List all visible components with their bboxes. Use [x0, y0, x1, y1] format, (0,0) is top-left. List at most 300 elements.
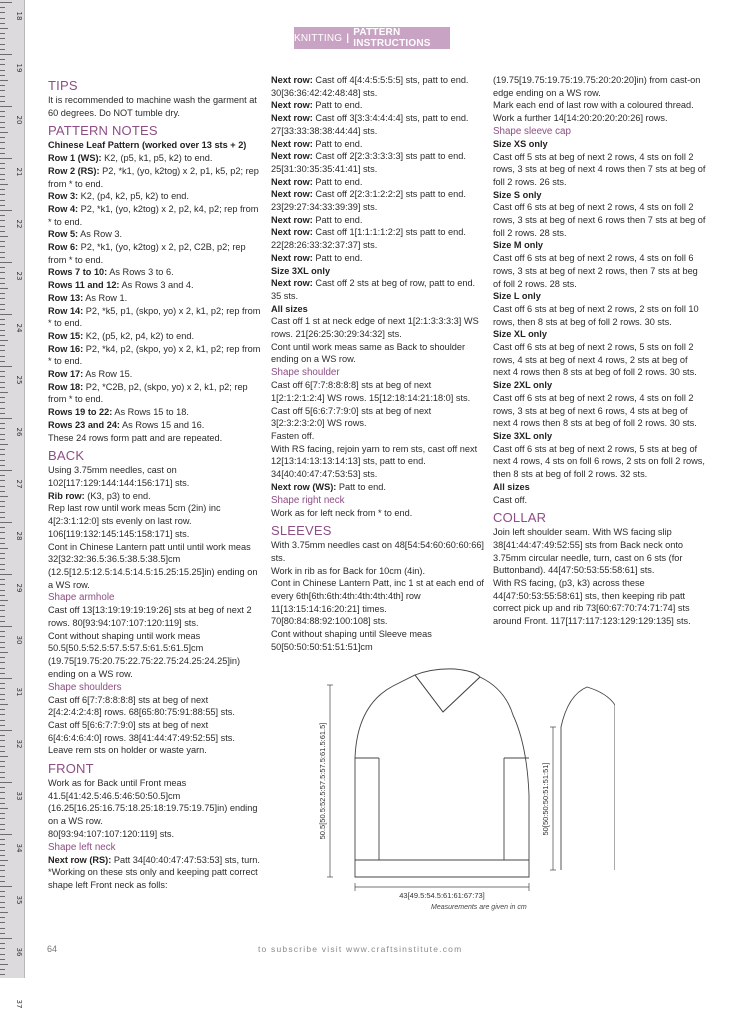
ruler-tick — [0, 96, 5, 97]
row-text: Cast off 2 sts at beg of row, patt to end. 35 sts. — [271, 278, 476, 301]
ruler-tick — [0, 236, 8, 237]
ruler-tick — [0, 777, 5, 778]
ruler-tick — [0, 974, 5, 975]
paragraph: Using 3.75mm needles, cast on 102[117:129:144:144:156:171] sts. — [48, 465, 190, 488]
row-label: Row 6: — [48, 242, 79, 253]
row-label: Next row: — [271, 100, 313, 111]
ruler-tick — [0, 964, 8, 965]
row-text: Cast off 4[4:4:5:5:5:5] sts, patt to end. 30[36:36:42:42:48:48] sts. — [271, 75, 469, 98]
paragraph: 80[93:94:107:107:120:119] sts. — [48, 828, 175, 839]
paragraph: Cast off 6[7:7:8:8:8:8] sts at beg of next 2[4:2:4:2:4:8] rows. 68[65:80:75:91:88:55] sts. — [48, 694, 235, 718]
ruler-tick — [0, 735, 5, 736]
paragraph: Cont without shaping until work meas 50.5[50.5:52.5:57.5:57.5:61.5:61.5]cm (19.75[19.75:20.75:22.75:22.75:24.25:24.25]in) ending on a WS row. — [48, 630, 241, 679]
bold-line: Size S only — [493, 189, 542, 200]
row-label: Next row: — [271, 252, 313, 263]
ruler-tick — [0, 959, 5, 960]
ruler-tick — [0, 631, 5, 632]
ruler-tick — [0, 621, 5, 622]
bold-line: Size 3XL only — [493, 430, 553, 441]
subheading: Shape armhole — [48, 592, 115, 604]
ruler-tick — [0, 725, 5, 726]
ruler-tick — [0, 220, 5, 221]
page-number: 64 — [47, 944, 58, 954]
ruler-tick — [0, 283, 5, 284]
ruler-tick — [0, 512, 5, 513]
ruler-tick — [0, 683, 5, 684]
ruler-number: 28 — [15, 531, 23, 541]
bold-line: Size M only — [493, 240, 544, 251]
measurements-note: Measurements are given in cm — [431, 904, 527, 911]
instruction-row — [48, 203, 262, 228]
instruction-row — [271, 176, 484, 189]
row-label: Rows 19 to 22: — [48, 407, 113, 418]
ruler-tick — [0, 246, 5, 247]
ruler-tick — [0, 293, 5, 294]
ruler-number: 19 — [15, 63, 23, 73]
ruler-tick — [0, 756, 8, 757]
ruler-tick — [0, 850, 5, 851]
instruction-row — [48, 241, 262, 266]
instruction-row — [48, 190, 262, 203]
instruction-row — [48, 368, 262, 381]
column-left — [48, 74, 262, 892]
ruler-tick — [0, 948, 5, 949]
instruction-row — [48, 152, 262, 165]
row-text: Patt to end. — [336, 481, 386, 492]
ruler-tick — [0, 272, 5, 273]
ruler-tick — [0, 839, 5, 840]
ruler-tick — [0, 49, 5, 50]
ruler-tick — [0, 668, 5, 669]
ruler-tick — [0, 870, 5, 871]
ruler-tick — [0, 350, 5, 351]
ruler-tick — [0, 153, 5, 154]
ruler-tick — [0, 142, 5, 143]
ruler-tick — [0, 818, 5, 819]
row-text: P2, *k4, p2, (skpo, yo) x 2, k1, p2; rep from * to end. — [48, 343, 261, 367]
paragraph: Cast off 6 sts at beg of next 2 rows, 5 sts on foll 2 rows, 4 sts at beg of next 4 rows, 2 sts at beg of next 4 rows then 8 sts at beg of foll 2 rows. 30 sts. — [493, 342, 697, 378]
ruler-tick — [0, 891, 5, 892]
ruler-tick — [0, 194, 5, 195]
ruler-tick — [0, 148, 5, 149]
ruler-tick — [0, 517, 5, 518]
garment-schematic — [315, 665, 615, 915]
ruler-tick — [0, 584, 5, 585]
ruler-tick — [0, 278, 5, 279]
subheading: Shape left neck — [48, 841, 116, 853]
row-text: As Row 3. — [78, 229, 123, 240]
ruler-tick — [0, 44, 5, 45]
ruler-tick — [0, 798, 5, 799]
paragraph: Cont in Chinese Lantern patt until until work meas 32[32:32:36.5:36.5:38.5:38.5]cm (12.5[12.5:12.5:14.5:14.5:15.25:15.25]in) ending on a WS row. — [48, 541, 258, 590]
row-text: K2, (p5, k2, p4, k2) to end. — [83, 330, 195, 341]
ruler-tick — [0, 210, 12, 211]
ruler-tick — [0, 189, 5, 190]
ruler-tick — [0, 662, 5, 663]
ruler-tick — [0, 439, 5, 440]
paragraph: Cast off 13[13:19:19:19:19:26] sts at beg of next 2 rows. 80[93:94:107:107:120:119] sts. — [48, 605, 252, 629]
ruler-tick — [0, 928, 5, 929]
paragraph: Work as for Back until Front meas 41.5[41:42.5:46.5:46:50:50.5]cm (16.25[16.25:16.75:18.25:18:19.75:19.75]in) ending on a WS row. — [48, 778, 258, 827]
ruler-tick — [0, 23, 5, 24]
ruler-tick — [0, 434, 5, 435]
ruler-tick — [0, 101, 5, 102]
ruler-tick — [0, 772, 5, 773]
ruler-tick — [0, 506, 5, 507]
instruction-row — [48, 381, 262, 406]
ruler-tick — [0, 314, 12, 315]
paragraph: With RS facing, rejoin yarn to rem sts, cast off next 12[13:14:13:13:14:13] sts, patt to end. 34[40:40:47:47:53:53] sts. — [271, 443, 478, 480]
ruler-tick — [0, 595, 5, 596]
ruler-tick — [0, 938, 12, 939]
ruler-tick — [0, 324, 5, 325]
row-text: Patt to end. — [312, 252, 363, 263]
instruction-row — [48, 343, 262, 368]
ruler-tick — [0, 553, 5, 554]
ruler-number: 22 — [15, 219, 23, 229]
ruler-tick — [0, 865, 5, 866]
ruler-tick — [0, 860, 8, 861]
row-label: Rib row: — [48, 490, 85, 501]
row-label: Row 3: — [48, 191, 79, 202]
ruler-tick — [0, 969, 5, 970]
instruction-row — [271, 277, 484, 302]
sleeve-outline — [561, 687, 615, 870]
paragraph: It is recommended to machine wash the garment at 60 degrees. Do NOT tumble dry. — [48, 95, 257, 118]
paragraph: Cast off 1 st at neck edge of next 1[2:1:3:3:3:3] WS rows. 21[26:25:30:29:34:32] sts. — [271, 316, 479, 340]
paragraph: Cast off 5[6:6:7:7:9:0] sts at beg of next 6[4:6:4:6:4:0] rows. 38[41:44:47:49:52:55] sts. — [48, 719, 235, 743]
ruler-tick — [0, 532, 5, 533]
row-text: K2, (p4, k2, p5, k2) to end. — [78, 191, 189, 202]
instruction-row — [48, 490, 262, 503]
row-label: Rows 7 to 10: — [48, 267, 108, 278]
ruler-tick — [0, 844, 5, 845]
paragraph: *Working on these sts only and keeping patt correct shape left Front neck as folls: — [48, 867, 258, 890]
paragraph: Work as for left neck from * to end. — [271, 507, 413, 518]
ruler-tick — [0, 366, 12, 367]
ruler-tick — [0, 64, 5, 65]
ruler-tick — [0, 574, 12, 575]
section-heading: COLLAR — [493, 510, 547, 526]
paragraph: Cont in Chinese Lantern Patt, inc 1 st at each end of every 6th[6th:6th:4th:4th:4th:4th] row 11[13:15:14:16:20:21] times. 70[80:84:88:92:100:108] sts. — [271, 578, 484, 627]
ruler-tick — [0, 896, 5, 897]
paragraph: Work a further 14[14:20:20:20:20:26] rows. — [493, 113, 668, 124]
ruler-tick — [0, 106, 12, 107]
body-width-label: 43[49.5:54.5:61:61:67:73] — [399, 891, 485, 900]
bold-line: Size XL only — [493, 329, 547, 340]
row-text: K2, (p5, k1, p5, k2) to end. — [101, 153, 213, 164]
instruction-row — [271, 188, 484, 213]
ruler-number: 29 — [15, 583, 23, 593]
banner-section: KNITTING — [294, 32, 343, 44]
ruler-tick — [0, 262, 12, 263]
ruler-tick — [0, 122, 5, 123]
ruler-tick — [0, 2, 12, 3]
bold-line: Size L only — [493, 291, 541, 302]
ruler-tick — [0, 496, 8, 497]
ruler-tick — [0, 746, 5, 747]
paragraph: With RS facing, (p3, k3) across these 44[47:50:53:55:58:61] sts, then keeping rib patt correct pick up and rib 73[60:67:70:74:71:74] sts around Front. 117[117:117:123:129:129:135] sts. — [493, 578, 691, 627]
ruler-tick — [0, 252, 5, 253]
row-label: Next row (WS): — [271, 481, 337, 492]
ruler-number: 36 — [15, 947, 23, 957]
ruler-tick — [0, 564, 5, 565]
paragraph: Fasten off. — [271, 430, 315, 441]
ruler-tick — [0, 371, 5, 372]
row-label: Row 13: — [48, 292, 84, 303]
ruler-tick — [0, 335, 5, 336]
bold-line: Size 3XL only — [271, 265, 331, 276]
ruler-tick — [0, 444, 8, 445]
ruler-tick — [0, 267, 5, 268]
ruler-tick — [0, 813, 5, 814]
ruler-tick — [0, 340, 8, 341]
row-label: Row 18: — [48, 381, 84, 392]
paragraph: Mark each end of last row with a coloured thread. — [493, 100, 694, 111]
ruler-tick — [0, 787, 5, 788]
ruler-tick — [0, 943, 5, 944]
ruler-number: 20 — [15, 115, 23, 125]
ruler-tick — [0, 184, 8, 185]
row-text: Patt to end. — [312, 176, 363, 187]
ruler-tick — [0, 886, 12, 887]
ruler-tick — [0, 782, 12, 783]
instruction-row — [271, 99, 484, 112]
ruler-tick — [0, 558, 5, 559]
section-heading: PATTERN NOTES — [48, 123, 158, 139]
paragraph: Join left shoulder seam. With WS facing slip 38[41:44:47:49:52:55] sts from Back neck onto 3.75mm circular needle, turn, cast on 6 sts (for Buttonband). 44[47:50:53:55:58:61] sts. — [493, 527, 683, 576]
ruler-tick — [0, 70, 5, 71]
ruler-tick — [0, 730, 12, 731]
instruction-row — [48, 228, 262, 241]
ruler-tick — [0, 917, 5, 918]
row-label: Next row: — [271, 278, 313, 289]
paragraph: Cast off 6 sts at beg of next 2 rows, 4 sts on foll 2 rows, 3 sts at beg of next 6 rows then 7 sts at beg of foll 2 rows. 28 sts. — [493, 202, 706, 238]
banner-divider: | — [346, 32, 350, 44]
ruler-tick — [0, 257, 5, 258]
ruler-tick — [0, 226, 5, 227]
ruler-tick — [0, 18, 5, 19]
subheading: Shape shoulder — [271, 367, 340, 379]
ruler-tick — [0, 876, 5, 877]
ruler-tick — [0, 486, 5, 487]
ruler-tick — [0, 428, 5, 429]
ruler-tick — [0, 174, 5, 175]
ruler-tick — [0, 954, 5, 955]
sleeve-length-label: 50[50:50:50:51:51:51] — [541, 762, 550, 836]
ruler-tick — [0, 75, 5, 76]
ruler-tick — [0, 491, 5, 492]
row-label: Next row: — [271, 176, 313, 187]
ruler-number: 18 — [15, 11, 23, 21]
row-label: Next row: — [271, 227, 313, 238]
ruler-tick — [0, 111, 5, 112]
ruler-number: 33 — [15, 791, 23, 801]
ruler-tick — [0, 304, 5, 305]
ruler-tick — [0, 803, 5, 804]
row-text: P2, *k1, (yo, k2tog) x 2, p1, k5, p2; rep from * to end. — [48, 165, 259, 189]
instruction-row — [271, 252, 484, 265]
ruler-tick — [0, 33, 5, 34]
ruler-tick — [0, 475, 5, 476]
instruction-row — [48, 292, 262, 305]
paragraph: Cast off 5[6:6:7:7:9:0] sts at beg of next 3[2:3:2:3:2:0] WS rows. — [271, 405, 432, 429]
ruler-tick — [0, 309, 5, 310]
row-label: Rows 23 and 24: — [48, 419, 120, 430]
section-heading: BACK — [48, 448, 85, 464]
ruler-tick — [0, 678, 12, 679]
ruler-tick — [0, 912, 8, 913]
row-text: Patt to end. — [312, 214, 363, 225]
ruler-tick — [0, 673, 5, 674]
ruler-tick — [0, 319, 5, 320]
section-heading: SLEEVES — [271, 523, 332, 539]
row-label: Row 16: — [48, 343, 84, 354]
ruler-tick — [0, 657, 5, 658]
row-label: Row 5: — [48, 229, 79, 240]
body-height-label: 50.5[50.5:52.5:57.5:57.5:61.5:61.5] — [318, 722, 327, 840]
row-label: Row 1 (WS): — [48, 153, 102, 164]
ruler-tick — [0, 413, 5, 414]
ruler-tick — [0, 408, 5, 409]
ruler-number: 23 — [15, 271, 23, 281]
bold-line: Size 2XL only — [493, 380, 553, 391]
paragraph: Cast off 5 sts at beg of next 2 rows, 4 sts on foll 2 rows, 3 sts at beg of next 4 rows then 7 sts at beg of foll 2 rows. 26 sts. — [493, 151, 706, 187]
ruler-tick — [0, 824, 5, 825]
instruction-row — [271, 226, 484, 251]
ruler-tick — [0, 605, 5, 606]
section-banner — [294, 27, 450, 49]
ruler-number: 25 — [15, 375, 23, 385]
ruler-tick — [0, 902, 5, 903]
row-label: Row 2 (RS): — [48, 165, 100, 176]
row-text: Cast off 2[2:3:3:3:3:3] sts patt to end. 25[31:30:35:35:41:41] sts. — [271, 151, 466, 174]
ruler-tick — [0, 834, 12, 835]
row-text: As Rows 3 and 4. — [119, 280, 194, 291]
paragraph: Cast off 6 sts at beg of next 2 rows, 2 sts on foll 10 rows, then 8 sts at beg of foll 2 rows. 30 sts. — [493, 303, 699, 327]
ruler-tick — [0, 480, 5, 481]
ruler-number: 24 — [15, 323, 23, 333]
ruler-tick — [0, 590, 5, 591]
column-middle — [271, 74, 484, 654]
instruction-row — [48, 419, 262, 432]
ruler-tick — [0, 127, 5, 128]
ruler-tick — [0, 460, 5, 461]
instruction-row — [271, 138, 484, 151]
ruler-tick — [0, 652, 8, 653]
ruler-number: 31 — [15, 687, 23, 697]
ruler-tick — [0, 449, 5, 450]
ruler-tick — [0, 766, 5, 767]
ruler-tick — [0, 330, 5, 331]
paragraph: Cast off 6 sts at beg of next 2 rows, 5 sts at beg of next 4 rows, 4 sts on foll 6 rows, 2 sts on foll 2 rows, then 8 sts at beg of foll 2 rows. 32 sts. — [493, 443, 705, 480]
section-heading: TIPS — [48, 78, 78, 93]
collar-outline — [415, 669, 480, 712]
row-text: As Row 1. — [83, 292, 128, 303]
ruler-tick — [0, 376, 5, 377]
row-label: Row 17: — [48, 369, 84, 380]
ruler-tick — [0, 80, 8, 81]
ruler-tick — [0, 298, 5, 299]
bold-line: All sizes — [493, 481, 530, 492]
row-label: Row 14: — [48, 305, 84, 316]
row-text: Patt to end. — [312, 100, 363, 111]
ruler-tick — [0, 543, 5, 544]
bold-line: Size XS only — [493, 138, 548, 149]
ruler-tick — [0, 168, 5, 169]
ruler-tick — [0, 28, 8, 29]
paragraph: (19.75[19.75:19.75:19.75:20:20:20]in) from cast-on edge ending on a WS row. — [493, 75, 701, 98]
subheading: Shape sleeve cap — [493, 125, 571, 137]
ruler-tick — [0, 522, 12, 523]
row-label: Next row: — [271, 151, 313, 162]
ruler-tick — [0, 361, 5, 362]
ruler-tick — [0, 720, 5, 721]
instruction-row — [48, 266, 262, 279]
ruler-tick — [0, 907, 5, 908]
ruler-tick — [0, 704, 8, 705]
ruler-tick — [0, 392, 8, 393]
ruler-tick — [0, 54, 12, 55]
ruler-tick — [0, 215, 5, 216]
ruler-tick — [0, 116, 5, 117]
ruler-tick — [0, 423, 5, 424]
row-label: Next row: — [271, 113, 313, 124]
ruler-tick — [0, 579, 5, 580]
ruler-number: 30 — [15, 635, 23, 645]
row-text: (K3, p3) to end. — [84, 490, 151, 501]
ruler-tick — [0, 200, 5, 201]
paragraph: Work in rib as for Back for 10cm (4in). — [271, 565, 426, 576]
ruler-tick — [0, 7, 5, 8]
row-text: As Row 15. — [83, 369, 133, 380]
bold-line: Chinese Leaf Pattern (worked over 13 sts + 2) — [48, 140, 247, 151]
instruction-row — [271, 481, 484, 494]
ruler-tick — [0, 418, 12, 419]
ruler-tick — [0, 538, 5, 539]
side-ruler — [0, 0, 25, 1009]
subheading: Shape shoulders — [48, 681, 122, 693]
column-right — [493, 74, 706, 628]
ruler-tick — [0, 137, 5, 138]
paragraph: Rep last row until work meas 5cm (2in) inc 4[2:3:1:12:0] sts evenly on last row. 106[119:132:145:145:158:171] sts. — [48, 503, 221, 539]
subscribe-footer: to subscribe visit www.craftsinstitute.com — [258, 944, 463, 954]
paragraph: With 3.75mm needles cast on 48[54:54:60:60:60:66] sts. — [271, 540, 484, 563]
ruler-tick — [0, 501, 5, 502]
ruler-tick — [0, 465, 5, 466]
ruler-tick — [0, 158, 12, 159]
ruler-tick — [0, 714, 5, 715]
ruler-number: 27 — [15, 479, 23, 489]
ruler-tick — [0, 855, 5, 856]
paragraph: Leave rem sts on holder or waste yarn. — [48, 745, 207, 756]
row-text: P2, *k1, (yo, k2tog) x 2, p2, k4, p2; rep from * to end. — [48, 203, 259, 227]
ruler-tick — [0, 382, 5, 383]
ruler-tick — [0, 626, 12, 627]
ruler-number: 35 — [15, 895, 23, 905]
ruler-tick — [0, 709, 5, 710]
ruler-tick — [0, 90, 5, 91]
paragraph: Cont without shaping until Sleeve meas 50[50:50:50:51:51:51]cm — [271, 629, 432, 652]
row-label: Row 15: — [48, 330, 84, 341]
ruler-tick — [0, 922, 5, 923]
row-text: As Rows 3 to 6. — [107, 267, 174, 278]
ruler-tick — [0, 387, 5, 388]
instruction-row — [48, 854, 262, 867]
paragraph: Cast off 6 sts at beg of next 2 rows, 4 sts on foll 2 rows, 3 sts at beg of next 6 rows, 4 sts at beg of next 4 rows then 8 sts at beg of foll 2 rows. 30 sts. — [493, 392, 697, 429]
row-text: As Rows 15 and 16. — [120, 419, 205, 430]
ruler-tick — [0, 231, 5, 232]
